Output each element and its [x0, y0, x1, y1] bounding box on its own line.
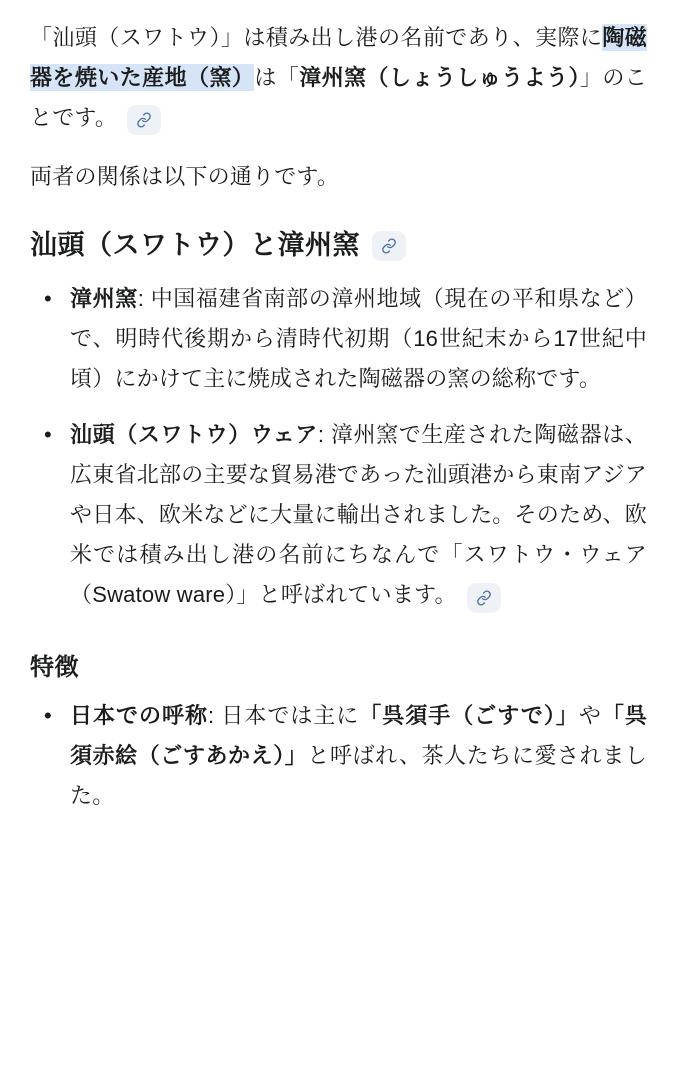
- highlighted-phrase[interactable]: 陶磁器を焼いた産地（窯）: [30, 25, 647, 91]
- list-item-text-post: と呼ばれ、茶人たちに愛されました。: [70, 743, 647, 809]
- heading-text: 汕頭（スワトウ）と漳州窯: [30, 230, 360, 261]
- features-bullet-list: [30, 696, 647, 816]
- relation-paragraph: 両者の関係は以下の通りです。: [30, 164, 340, 190]
- intro-text-part3: 」のことです。: [30, 65, 647, 131]
- features-heading: 特徴: [30, 653, 79, 681]
- list-item-text: 中国福建省南部の漳州地域（現在の平和県など）で、明時代後期から清時代初期（16世紀末から17世紀中頃）にかけて主に焼成された陶磁器の窯の総称です。: [70, 286, 647, 392]
- intro-text-part2: は「: [254, 65, 300, 91]
- list-item-quote-2: 「呉須赤絵（ごすあかえ）」: [70, 703, 648, 769]
- list-item-separator: :: [207, 703, 222, 729]
- list-item-term: 日本での呼称: [70, 703, 208, 729]
- list-item-text-mid: や: [578, 703, 602, 729]
- intro-text-part1: 「汕頭（スワトウ）」は積み出し港の名前であり、実際に: [30, 25, 603, 50]
- paragraph-link-chip-wrap: [125, 99, 163, 139]
- page-title: [30, 227, 647, 265]
- intro-bold-term: 漳州窯（しょうしゅうよう）: [299, 65, 580, 91]
- list-item: [30, 415, 647, 616]
- list-item-separator: :: [137, 286, 151, 312]
- list-item: [30, 696, 647, 816]
- list-item-link-chip-wrap: [465, 576, 503, 616]
- list-item-quote-1: 「呉須手（ごすで）」: [359, 703, 579, 729]
- link-icon[interactable]: [372, 231, 406, 261]
- list-item-text: 漳州窯で生産された陶磁器は、広東省北部の主要な貿易港であった汕頭港から東南アジアや日本、欧米などに大量に輸出されました。そのため、欧米では積み出し港の名前にちなんで「スワトウ・ウェア（Swatow ware）」と呼ばれています。: [70, 422, 647, 608]
- list-item-term: 漳州窯: [70, 286, 138, 312]
- intro-paragraph: [30, 18, 647, 139]
- list-item-separator: :: [317, 422, 331, 448]
- list-item: [30, 279, 647, 399]
- kiln-bullet-list: [30, 279, 647, 616]
- link-icon[interactable]: [467, 583, 501, 613]
- list-item-term: 汕頭（スワトウ）ウェア: [70, 422, 318, 448]
- link-icon[interactable]: [127, 105, 161, 135]
- list-item-text-pre: 日本では主に: [221, 703, 360, 729]
